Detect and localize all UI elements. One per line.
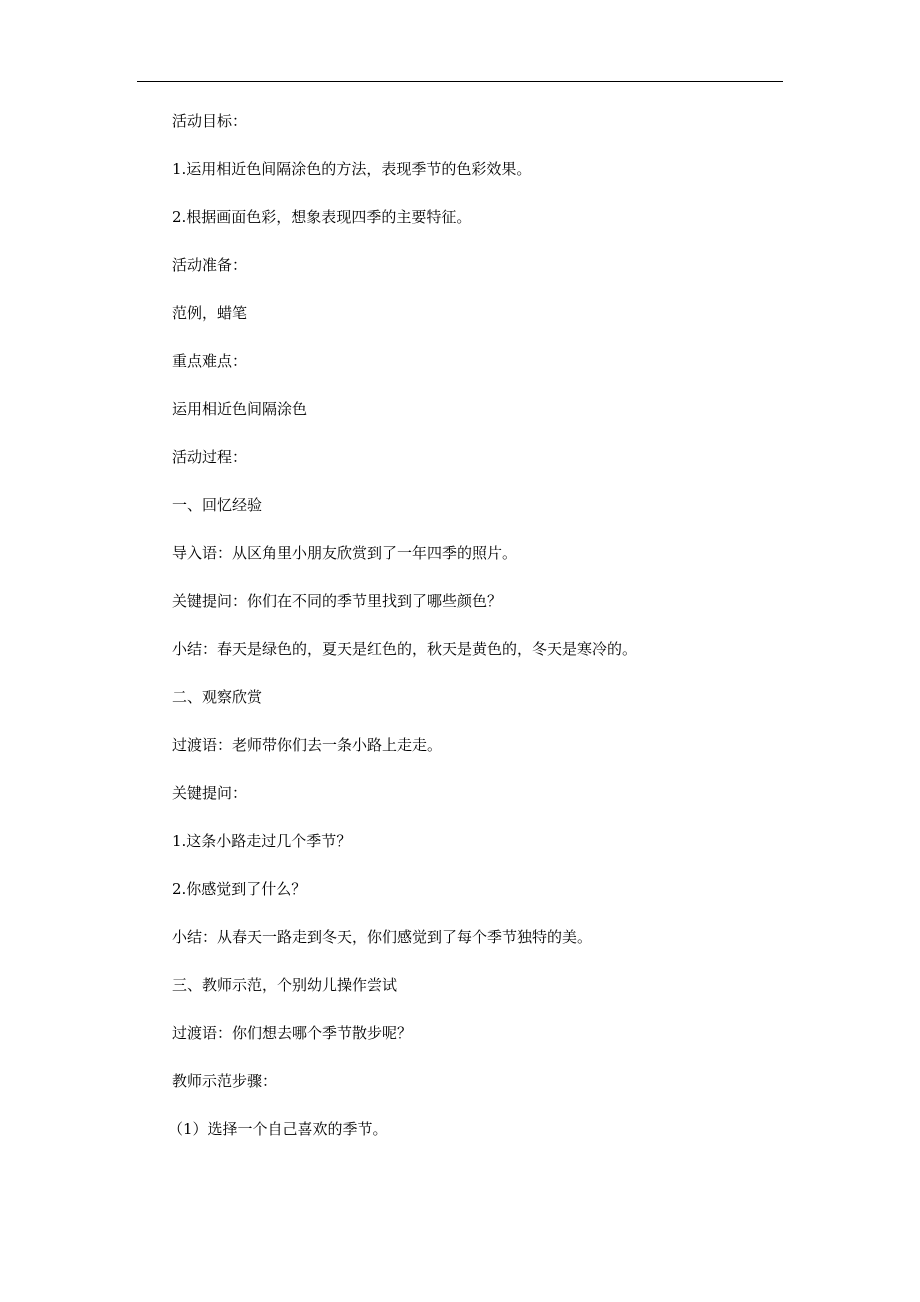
section-heading-process: 活动过程：: [172, 448, 248, 466]
process-step-heading-2: 二、观察欣赏: [172, 688, 263, 706]
paragraph-line: 过渡语：你们想去哪个季节散步呢？: [172, 1024, 413, 1042]
process-step-heading-1: 一、回忆经验: [172, 496, 263, 514]
preparation-text: 范例，蜡笔: [172, 304, 248, 322]
header-rule: [137, 81, 783, 82]
objective-item-2: 2.根据画面色彩，想象表现四季的主要特征。: [172, 208, 472, 226]
paragraph-line: 过渡语：老师带你们去一条小路上走走。: [172, 736, 443, 754]
process-step-heading-3: 三、教师示范，个别幼儿操作尝试: [172, 976, 398, 994]
paragraph-line: 关键提问：你们在不同的季节里找到了哪些颜色？: [172, 592, 503, 610]
paragraph-line: 关键提问：: [172, 784, 248, 802]
demo-step-1: （1）选择一个自己喜欢的季节。: [168, 1120, 388, 1138]
section-heading-key-points: 重点难点：: [172, 352, 248, 370]
paragraph-line: 教师示范步骤：: [172, 1072, 278, 1090]
question-item-1: 1.这条小路走过几个季节？: [172, 832, 352, 850]
paragraph-line: 导入语：从区角里小朋友欣赏到了一年四季的照片。: [172, 544, 518, 562]
document-body: [168, 111, 772, 1167]
key-points-text: 运用相近色间隔涂色: [172, 400, 308, 418]
paragraph-line: 小结：春天是绿色的，夏天是红色的，秋天是黄色的，冬天是寒冷的。: [172, 640, 638, 658]
section-heading-preparation: 活动准备：: [172, 256, 248, 274]
section-heading-objectives: 活动目标：: [172, 112, 248, 130]
paragraph-line: 小结：从春天一路走到冬天，你们感觉到了每个季节独特的美。: [172, 928, 593, 946]
objective-item-1: 1.运用相近色间隔涂色的方法，表现季节的色彩效果。: [172, 160, 532, 178]
question-item-2: 2.你感觉到了什么？: [172, 880, 307, 898]
